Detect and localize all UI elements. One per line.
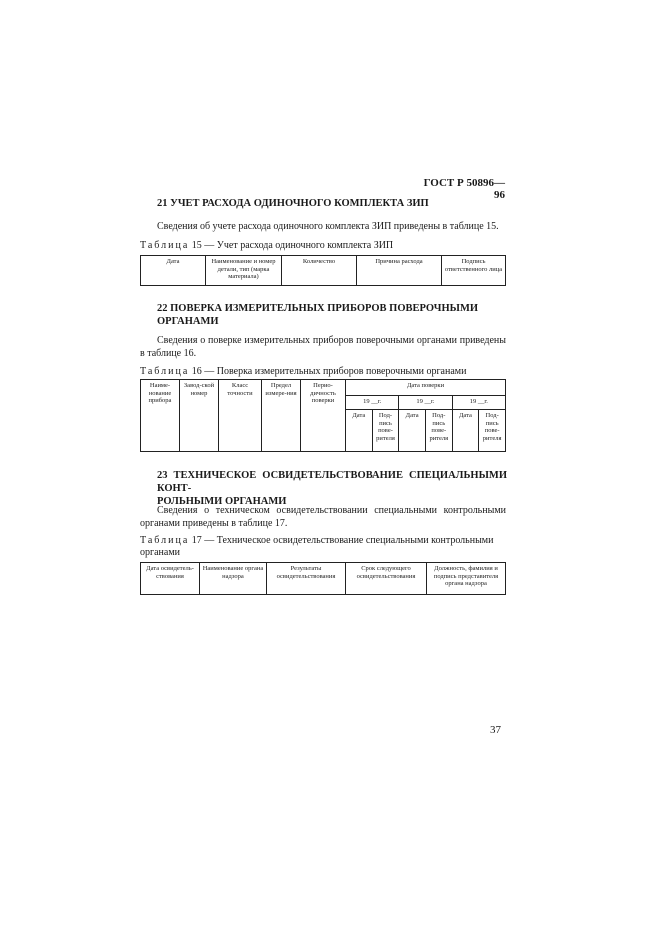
table-15-header-date: Дата <box>141 256 206 286</box>
table-17-header-authority: Наименование органа надзора <box>200 563 267 595</box>
table-16-year-2: 19 __г. <box>399 396 452 410</box>
table-16-sub-sign-1: Под-пись пове-рителя <box>372 410 399 452</box>
table-15-header-reason: Причина расхода <box>357 256 442 286</box>
table-17-caption <box>140 535 506 559</box>
table-16-header-accuracy: Класс точности <box>219 380 262 452</box>
section-22-title <box>157 302 478 328</box>
table-16-sub-date-3: Дата <box>452 410 479 452</box>
table-17-header-date: Дата освидетель-ствования <box>141 563 200 595</box>
section-23-text: Сведения о техническом освидетельствовании специальными контрольными органами приведены в таблице 17. <box>140 505 506 529</box>
table-15-header-signature: Подпись ответственного лица <box>442 256 506 286</box>
section-23-title <box>157 469 507 508</box>
table-16-header-device: Наиме-нование прибора <box>141 380 180 452</box>
table-15-header-quantity: Количество <box>282 256 357 286</box>
table-15 <box>140 255 506 286</box>
table-16-year-1: 19 __г. <box>346 396 399 410</box>
table-16-header-limit: Предел измере-ния <box>262 380 301 452</box>
table-16-header-verification-date: Дата поверки <box>346 380 506 396</box>
table-16-header-periodicity: Перио-дичность поверки <box>301 380 346 452</box>
caption-label: Таблица <box>140 535 190 546</box>
table-16 <box>140 379 506 452</box>
table-16-sub-sign-3: Под-пись пове-рителя <box>479 410 506 452</box>
table-15-caption <box>140 240 506 252</box>
table-15-header-part: Наименование и номер детали, тип (марка материала) <box>206 256 282 286</box>
caption-text: 17 — Техническое освидетельствование специальными контрольными органами <box>140 535 494 558</box>
table-17-header-next-term: Срок следующего освидетельствования <box>346 563 427 595</box>
caption-label: Таблица <box>140 240 190 251</box>
section-21-text: Сведения об учете расхода одиночного комплекта ЗИП приведены в таблице 15. <box>157 221 499 232</box>
table-17-header-results: Результаты освидетельствования <box>267 563 346 595</box>
table-16-header-serial: Завод-ской номер <box>180 380 219 452</box>
section-22-text: Сведения о поверке измерительных приборов поверочными органами приведены в таблице 16. <box>140 335 506 359</box>
table-17-header-representative: Должность, фамилия и подпись представителя органа надзора <box>427 563 506 595</box>
page-number: 37 <box>490 724 501 736</box>
section-23-title-line-1: 23 ТЕХНИЧЕСКОЕ ОСВИДЕТЕЛЬСТВОВАНИЕ СПЕЦИАЛЬНЫМИ КОНТ- <box>157 470 507 494</box>
caption-text: 15 — Учет расхода одиночного комплекта ЗИП <box>191 240 394 251</box>
standard-number: ГОСТ Р 50896—96 <box>423 177 505 201</box>
table-16-sub-sign-2: Под-пись пове-рителя <box>425 410 452 452</box>
table-16-sub-date-2: Дата <box>399 410 426 452</box>
section-23-title-line-2: РОЛЬНЫМИ ОРГАНАМИ <box>157 496 287 507</box>
caption-label: Таблица <box>140 366 190 377</box>
caption-text: 16 — Поверка измерительных приборов поверочными органами <box>191 366 467 377</box>
section-22-title-line-1: 22 ПОВЕРКА ИЗМЕРИТЕЛЬНЫХ ПРИБОРОВ ПОВЕРОЧНЫМИ <box>157 303 479 314</box>
section-21-title: 21 УЧЕТ РАСХОДА ОДИНОЧНОГО КОМПЛЕКТА ЗИП <box>157 198 429 209</box>
table-16-caption <box>140 366 506 378</box>
table-16-year-3: 19 __г. <box>452 396 505 410</box>
section-22-title-line-2: ОРГАНАМИ <box>157 316 219 327</box>
table-17 <box>140 562 506 595</box>
table-16-sub-date-1: Дата <box>346 410 373 452</box>
